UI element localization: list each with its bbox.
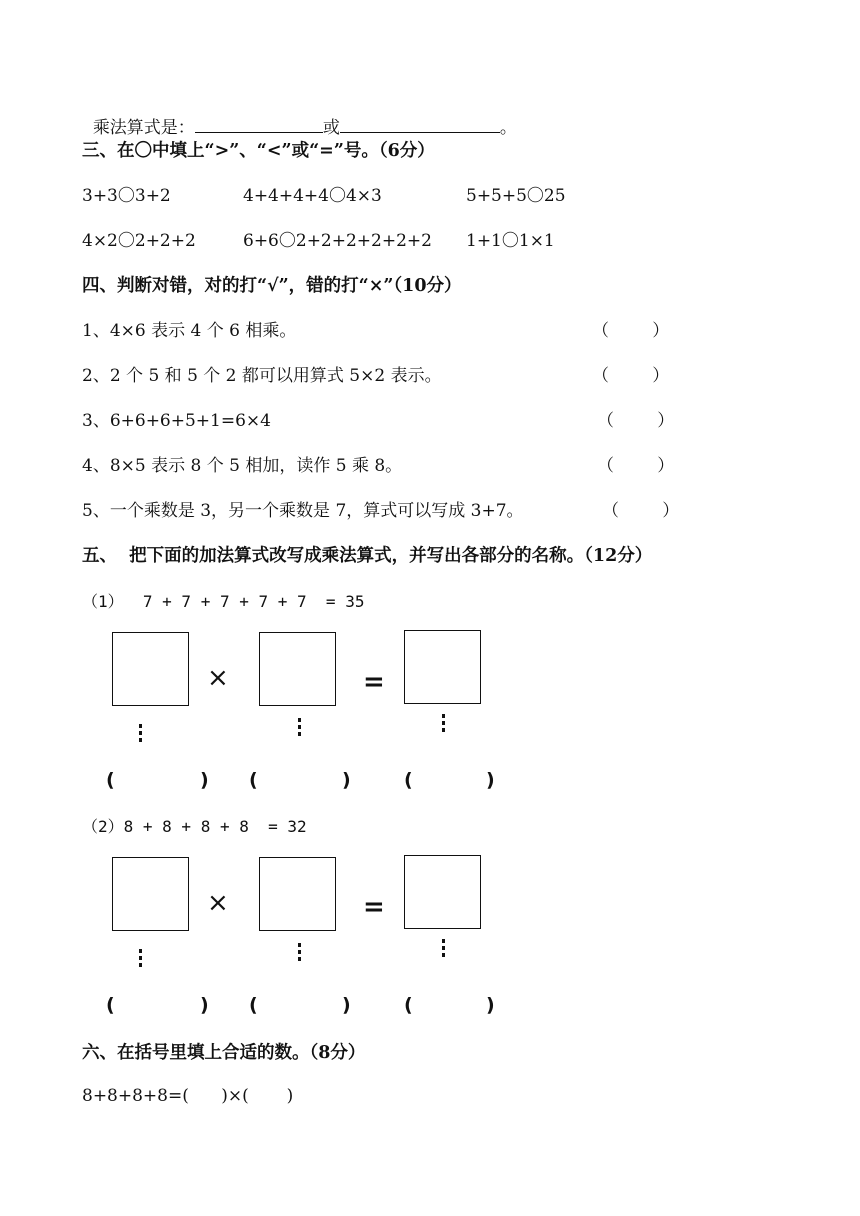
name-bracket-close[interactable]: ) <box>486 769 495 791</box>
compare-item[interactable]: 4×2〇2+2+2 <box>82 231 196 251</box>
answer-blank-1[interactable] <box>195 116 323 133</box>
answer-box-factor2[interactable] <box>259 857 336 931</box>
formula-end: 。 <box>499 118 517 138</box>
vertical-dots-icon <box>442 939 446 960</box>
judge-answer-bracket[interactable]: （ ） <box>597 456 675 476</box>
answer-box-product[interactable] <box>404 630 481 704</box>
fill-in-line[interactable]: 8+8+8+8=( )×( ) <box>82 1086 294 1106</box>
name-bracket-open[interactable]: ( <box>106 994 115 1016</box>
judge-statement: 1、4×6 表示 4 个 6 相乘。 <box>82 321 297 341</box>
compare-item[interactable]: 6+6〇2+2+2+2+2+2 <box>243 231 432 251</box>
section6-title: 六、在括号里填上合适的数。（8分） <box>82 1043 366 1063</box>
judge-answer-bracket[interactable]: （ ） <box>592 366 670 386</box>
vertical-dots-icon <box>298 718 302 739</box>
times-sign: × <box>207 888 229 918</box>
multiplication-formula-line <box>82 96 517 138</box>
equals-sign: = <box>363 892 385 922</box>
name-bracket-close[interactable]: ) <box>486 994 495 1016</box>
formula-connector: 或 <box>322 118 340 138</box>
judge-statement: 5、一个乘数是 3，另一个乘数是 7，算式可以写成 3+7。 <box>82 501 524 521</box>
question1-expression: （1） 7 + 7 + 7 + 7 + 7 = 35 <box>82 592 365 611</box>
name-bracket-close[interactable]: ) <box>342 994 351 1016</box>
section3-title: 三、在〇中填上“>”、“<”或“=”号。（6分） <box>82 141 435 161</box>
name-bracket-open[interactable]: ( <box>249 994 258 1016</box>
answer-blank-2[interactable] <box>340 116 500 133</box>
judge-statement: 4、8×5 表示 8 个 5 相加，读作 5 乘 8。 <box>82 456 403 476</box>
vertical-dots-icon <box>442 714 446 735</box>
compare-item[interactable]: 1+1〇1×1 <box>466 231 555 251</box>
judge-statement: 2、2 个 5 和 5 个 2 都可以用算式 5×2 表示。 <box>82 366 442 386</box>
vertical-dots-icon <box>139 724 143 745</box>
name-bracket-open[interactable]: ( <box>404 994 413 1016</box>
name-bracket-close[interactable]: ) <box>342 769 351 791</box>
name-bracket-open[interactable]: ( <box>249 769 258 791</box>
answer-box-factor2[interactable] <box>259 632 336 706</box>
compare-item[interactable]: 4+4+4+4〇4×3 <box>243 186 382 206</box>
compare-item[interactable]: 3+3〇3+2 <box>82 186 171 206</box>
answer-box-factor1[interactable] <box>112 857 189 931</box>
section4-title: 四、判断对错，对的打“√”，错的打“×”（10分） <box>82 276 462 296</box>
vertical-dots-icon <box>139 949 143 970</box>
formula-prefix: 乘法算式是： <box>92 118 195 138</box>
answer-box-product[interactable] <box>404 855 481 929</box>
times-sign: × <box>207 663 229 693</box>
name-bracket-open[interactable]: ( <box>404 769 413 791</box>
section5-title: 五、 把下面的加法算式改写成乘法算式，并写出各部分的名称。（12分） <box>82 546 653 566</box>
vertical-dots-icon <box>298 943 302 964</box>
question2-expression: （2）8 + 8 + 8 + 8 = 32 <box>82 817 307 836</box>
equals-sign: = <box>363 667 385 697</box>
judge-statement: 3、6+6+6+5+1=6×4 <box>82 411 271 431</box>
judge-answer-bracket[interactable]: （ ） <box>597 411 675 431</box>
compare-item[interactable]: 5+5+5〇25 <box>466 186 566 206</box>
judge-answer-bracket[interactable]: （ ） <box>592 321 670 341</box>
name-bracket-close[interactable]: ) <box>200 769 209 791</box>
judge-answer-bracket[interactable]: （ ） <box>602 501 680 521</box>
name-bracket-open[interactable]: ( <box>106 769 115 791</box>
answer-box-factor1[interactable] <box>112 632 189 706</box>
name-bracket-close[interactable]: ) <box>200 994 209 1016</box>
